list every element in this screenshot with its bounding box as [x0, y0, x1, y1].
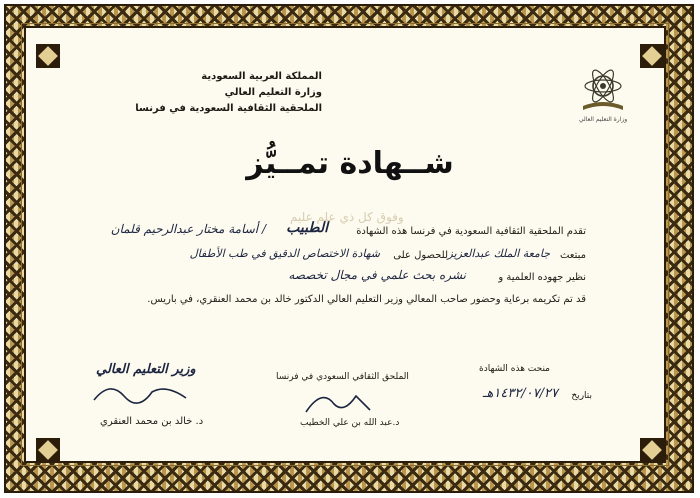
recipient-degree: شهادة الاختصاص الدقيق في طب الأطفال	[189, 247, 380, 260]
header-attache: الملحقية الثقافية السعودية في فرنسا	[135, 103, 322, 114]
date-label: بتاريخ	[571, 391, 592, 401]
corner-ornament	[36, 438, 60, 462]
recipient-title: الطبيب	[286, 220, 328, 236]
attache-signature-icon	[300, 384, 380, 418]
granted-label: منحت هذه الشهادة	[479, 364, 550, 374]
watermark: وفوق كل ذي علم عليم	[290, 210, 404, 224]
logo-caption: وزارة التعليم العالي	[578, 116, 628, 123]
minister-signature-icon	[90, 374, 200, 408]
recipient-name: / أسامة مختار عبدالرحيم قلمان	[110, 222, 266, 236]
recipient-achievement: نشره بحث علمي في مجال تخصصه	[288, 268, 466, 282]
corner-ornament	[36, 44, 60, 68]
header-ministry: وزارة التعليم العالي	[224, 87, 322, 98]
minister-title: وزير التعليم العالي	[96, 362, 196, 377]
certificate-title: شــهادة تمــيُّز	[246, 146, 454, 181]
body-line3-prefix: نظير جهوده العلمية و	[498, 272, 586, 283]
date-value: ١٤٣٢/٠٧/٢٧هـ	[482, 386, 558, 401]
body-line4: قد تم تكريمه برعاية وحضور صاحب المعالي وزير التعليم العالي الدكتور خالد بن محمد العنقري، في باريس.	[147, 294, 586, 305]
header-kingdom: المملكة العربية السعودية	[201, 71, 322, 82]
body-line1-prefix: تقدم الملحقية الثقافية السعودية في فرنسا هذه الشهادة	[356, 226, 586, 237]
attache-name: د.عبد الله بن علي الخطيب	[300, 418, 400, 428]
minister-name: د. خالد بن محمد العنقري	[100, 416, 204, 427]
corner-ornament	[640, 438, 664, 462]
recipient-university: جامعة الملك عبدالعزيز	[447, 247, 550, 260]
body-line2-mid: للحصول على	[393, 250, 448, 261]
attache-title: الملحق الثقافي السعودي في فرنسا	[276, 372, 409, 382]
corner-ornament	[640, 44, 664, 68]
body-line2-prefix: مبتعث	[559, 250, 586, 261]
